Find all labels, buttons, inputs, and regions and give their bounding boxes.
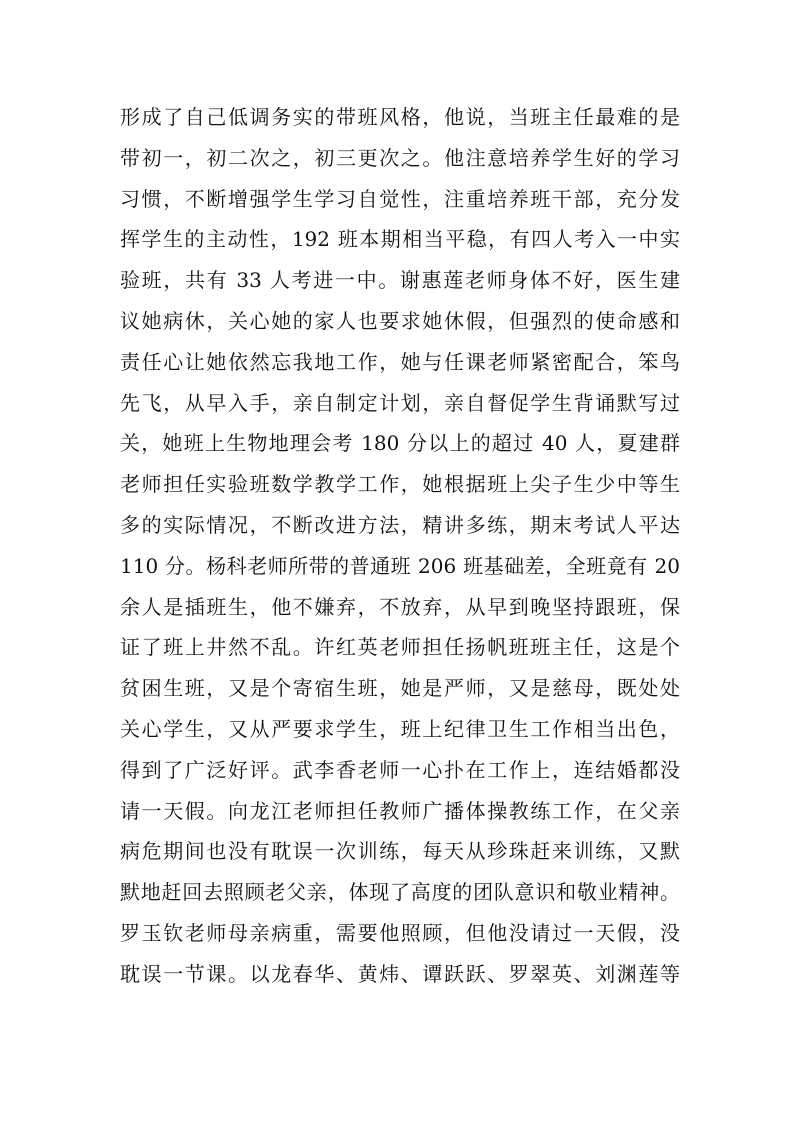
- text-line-14: 证了班上井然不乱。许红英老师担任扬帆班班主任，这是个: [120, 635, 680, 660]
- text-line-7: 责任心让她依然忘我地工作，她与任课老师紧密配合，笨鸟: [120, 349, 680, 374]
- text-line-15: 贫困生班，又是个寄宿生班，她是严师，又是慈母，既处处: [120, 676, 680, 701]
- text-line-19: 病危期间也没有耽误一次训练，每天从珍珠赶来训练，又默: [120, 839, 680, 864]
- text-line-1: 形成了自己低调务实的带班风格，他说，当班主任最难的是: [120, 105, 680, 129]
- text-line-13: 余人是插班生，他不嫌弃，不放弃，从早到晚坚持跟班，保: [120, 594, 680, 619]
- text-line-3: 习惯，不断增强学生学习自觉性，注重培养班干部，充分发: [120, 186, 680, 211]
- text-line-5: 验班，共有 33 人考进一中。谢惠莲老师身体不好，医生建: [120, 268, 680, 293]
- text-line-20: 默地赶回去照顾老父亲，体现了高度的团队意识和敬业精神。: [120, 880, 680, 905]
- text-line-11: 多的实际情况，不断改进方法，精讲多练，期末考试人平达: [120, 512, 680, 537]
- text-line-10: 老师担任实验班数学教学工作，她根据班上尖子生少中等生: [120, 472, 680, 497]
- text-line-22: 耽误一节课。以龙春华、黄炜、谭跃跃、罗翠英、刘渊莲等: [120, 961, 680, 986]
- text-line-9: 关，她班上生物地理会考 180 分以上的超过 40 人，夏建群: [120, 431, 680, 456]
- body-paragraph: [120, 97, 680, 995]
- text-line-2: 带初一，初二次之，初三更次之。他注意培养学生好的学习: [120, 145, 680, 170]
- text-line-6: 议她病休，关心她的家人也要求她休假，但强烈的使命感和: [120, 308, 680, 333]
- text-line-21: 罗玉钦老师母亲病重，需要他照顾，但他没请过一天假，没: [120, 920, 680, 945]
- text-line-16: 关心学生，又从严要求学生，班上纪律卫生工作相当出色，: [120, 716, 680, 741]
- text-line-4: 挥学生的主动性，192 班本期相当平稳，有四人考入一中实: [120, 227, 680, 252]
- text-line-17: 得到了广泛好评。武李香老师一心扑在工作上，连结婚都没: [120, 757, 680, 782]
- text-line-12: 110 分。杨科老师所带的普通班 206 班基础差，全班竟有 20: [120, 553, 680, 578]
- text-line-8: 先飞，从早入手，亲自制定计划，亲自督促学生背诵默写过: [120, 390, 680, 415]
- text-line-18: 请一天假。向龙江老师担任教师广播体操教练工作，在父亲: [120, 798, 680, 823]
